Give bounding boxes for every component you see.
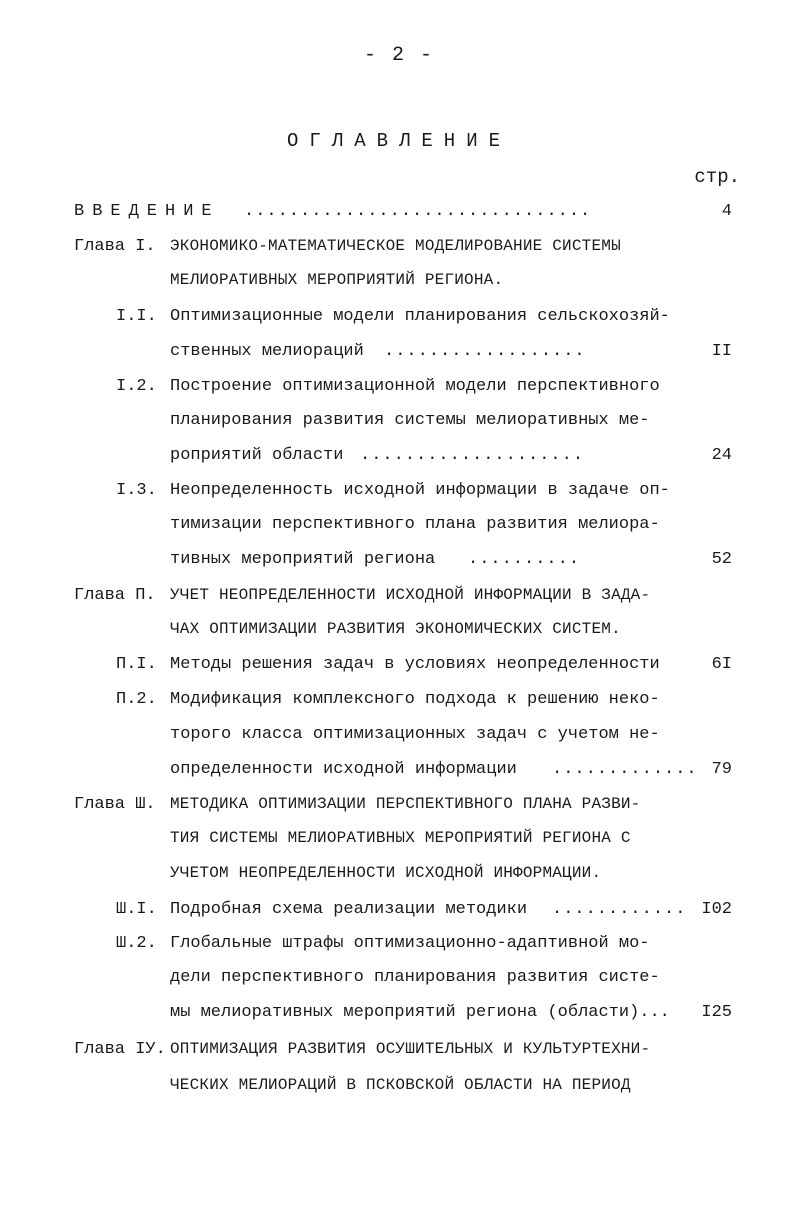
section-1-1-leader-dots: .................. [384,342,586,361]
section-2-2-number: П.2. [116,690,157,709]
chapter-1-label: Глава I. [74,237,156,256]
intro-title: ВВЕДЕНИЕ [74,202,220,221]
section-1-3-leader-dots: .......... [468,550,581,569]
chapter-4-label: Глава IУ. [74,1040,166,1059]
section-3-2-number: Ш.2. [116,934,157,953]
section-3-1-page: I02 [701,900,732,919]
chapter-3-title-line-2: ТИЯ СИСТЕМЫ МЕЛИОРАТИВНЫХ МЕРОПРИЯТИЙ РЕГИОНА С [170,829,631,847]
chapter-4-title-line-2: ЧЕСКИХ МЕЛИОРАЦИЙ В ПСКОВСКОЙ ОБЛАСТИ НА ПЕРИОД [170,1076,631,1094]
section-1-1-page: II [711,342,732,361]
section-3-1-leader-dots: ............ [552,900,687,919]
chapter-4-title-line-1: ОПТИМИЗАЦИЯ РАЗВИТИЯ ОСУШИТЕЛЬНЫХ И КУЛЬТУРТЕХНИ- [170,1040,651,1058]
section-1-3-line-1: Неопределенность исходной информации в задаче оп- [170,481,670,500]
chapter-1-title-line-1: ЭКОНОМИКО-МАТЕМАТИЧЕСКОЕ МОДЕЛИРОВАНИЕ СИСТЕМЫ [170,237,621,255]
section-1-3-line-2: тимизации перспективного плана развития мелиора- [170,515,660,534]
intro-page: 4 [721,202,732,221]
section-3-1-number: Ш.I. [116,900,157,919]
section-3-2-line-1: Глобальные штрафы оптимизационно-адаптивной мо- [170,934,650,953]
section-3-2-line-3: мы мелиоративных мероприятий региона (области)... [170,1003,670,1022]
section-1-3-number: I.3. [116,481,157,500]
chapter-2-title-line-2: ЧАХ ОПТИМИЗАЦИИ РАЗВИТИЯ ЭКОНОМИЧЕСКИХ СИСТЕМ. [170,620,621,638]
section-2-1-line-1: Методы решения задач в условиях неопределенности [170,655,660,674]
section-2-2-line-3: определенности исходной информации [170,760,517,779]
section-1-3-page: 52 [711,550,732,569]
section-2-2-line-1: Модификация комплексного подхода к решению неко- [170,690,660,709]
section-3-2-line-2: дели перспективного планирования развития систе- [170,968,660,987]
chapter-2-title-line-1: УЧЕТ НЕОПРЕДЕЛЕННОСТИ ИСХОДНОЙ ИНФОРМАЦИИ В ЗАДА- [170,586,651,604]
intro-leader-dots: ............................... [244,202,592,221]
section-1-1-line-1: Оптимизационные модели планирования сельскохозяй- [170,307,670,326]
chapter-3-title-line-3: УЧЕТОМ НЕОПРЕДЕЛЕННОСТИ ИСХОДНОЙ ИНФОРМАЦИИ. [170,864,602,882]
page-column-header: стр. [694,166,740,188]
section-1-1-number: I.I. [116,307,157,326]
section-1-2-leader-dots: .................... [360,446,585,465]
section-1-2-number: I.2. [116,377,157,396]
page-number: - 2 - [363,44,434,67]
section-2-2-leader-dots: ............. [552,760,698,779]
toc-title: ОГЛАВЛЕНИЕ [286,130,512,152]
section-3-1-line-1: Подробная схема реализации методики [170,900,528,919]
section-1-2-line-2: планирования развития системы мелиоративных ме- [170,411,650,430]
chapter-3-label: Глава Ш. [74,795,156,814]
chapter-1-title-line-2: МЕЛИОРАТИВНЫХ МЕРОПРИЯТИЙ РЕГИОНА. [170,271,504,289]
section-1-2-line-3: роприятий области [170,446,344,465]
section-3-2-page: I25 [701,1003,732,1022]
chapter-3-title-line-1: МЕТОДИКА ОПТИМИЗАЦИИ ПЕРСПЕКТИВНОГО ПЛАНА РАЗВИ- [170,795,641,813]
section-1-2-line-1: Построение оптимизационной модели перспективного [170,377,660,396]
section-2-1-page: 6I [711,655,732,674]
chapter-2-label: Глава П. [74,586,156,605]
section-2-1-number: П.I. [116,655,157,674]
section-2-2-line-2: торого класса оптимизационных задач с учетом не- [170,725,660,744]
section-1-1-line-2: ственных мелиораций [170,342,364,361]
section-2-2-page: 79 [711,760,732,779]
section-1-3-line-3: тивных мероприятий региона [170,550,436,569]
section-1-2-page: 24 [711,446,732,465]
